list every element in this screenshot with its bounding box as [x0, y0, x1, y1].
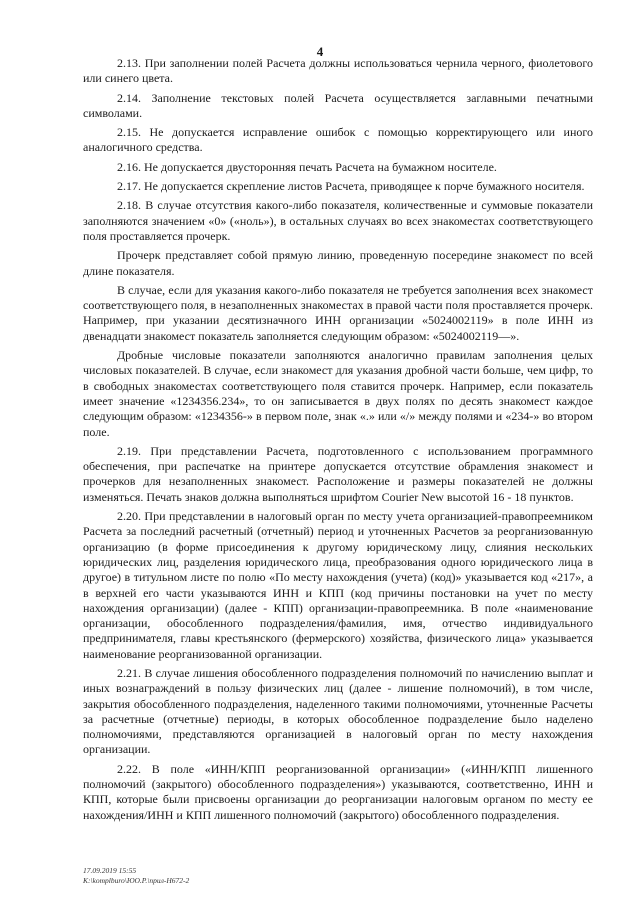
- document-body: [83, 56, 593, 827]
- paragraph-2-18: 2.18. В случае отсутствия какого-либо показателя, количественные и суммовые показатели заполняются значением «0» («ноль»), в остальных случаях во всех знакоместах соответствующего поля проставляется прочерк.: [83, 198, 593, 243]
- paragraph-2-20: 2.20. При представлении в налоговый орган по месту учета организацией-правопреемником Расчета за последний расчетный (отчетный) период и уточненных Расчетов за реорганизованную организацию (в форме присоединения к другому юридическому лицу, слияния нескольких юридических лиц, разделения юридического лица, преобразования одного юридического лица в другое) в титульном листе по полю «По месту нахождения (учета) (код)» указывается код «217», а в верхней его части указываются ИНН и КПП (код причины постановки на учет по месту нахождения организации) (далее - КПП) организации-правопреемника. В поле «наименование организации, обособленного подразделения/фамилия, имя, отчество индивидуального предпринимателя, главы крестьянского (фермерского) хозяйства, физического лица» указывается наименование реорганизованной организации.: [83, 509, 593, 661]
- paragraph-2-13: 2.13. При заполнении полей Расчета должны использоваться чернила черного, фиолетового или синего цвета.: [83, 56, 593, 86]
- footer-file-path: К:\komplburo\ЮО.P.\прил-Н672-2: [83, 876, 190, 885]
- paragraph-dash-example: В случае, если для указания какого-либо показателя не требуется заполнения всех знакомест соответствующего поля, в незаполненных знакоместах в правой части поля проставляется прочерк. Например, при указании десятизначного ИНН организации «5024002119» в поле ИНН из двенадцати знакомест показатель заполняется следующим образом: «5024002119—».: [83, 282, 593, 343]
- page-number: 4: [316, 44, 324, 59]
- paragraph-2-19: 2.19. При представлении Расчета, подготовленного с использованием программного обеспечения, при распечатке на принтере допускается отсутствие обрамления знакомест и прочерков для незаполненных знакомест. Расположение и размеры показателей не должны изменяться. Печать знаков должна выполняться шрифтом Courier New высотой 16 - 18 пунктов.: [83, 443, 593, 504]
- paragraph-2-14: 2.14. Заполнение текстовых полей Расчета осуществляется заглавными печатными символами.: [83, 90, 593, 120]
- footer-timestamp: 17.09.2019 15:55: [83, 866, 137, 875]
- paragraph-2-17: 2.17. Не допускается скрепление листов Расчета, приводящее к порче бумажного носителя.: [117, 179, 585, 194]
- paragraph-2-16: 2.16. Не допускается двусторонняя печать Расчета на бумажном носителе.: [117, 159, 497, 174]
- paragraph-2-22: 2.22. В поле «ИНН/КПП реорганизованной организации» («ИНН/КПП лишенного полномочий (закрытого) обособленного подразделения») указываются, соответственно, ИНН и КПП, которые были присвоены организации до реорганизации налоговым органом по месту ее нахождения/ИНН и КПП лишенного полномочий (закрытого) обособленного подразделения.: [83, 761, 593, 822]
- paragraph-fractional-values: Дробные числовые показатели заполняются аналогично правилам заполнения целых числовых показателей. В случае, если знакомест для указания дробной части больше, чем цифр, то в свободных знакоместах соответствующего поля ставится прочерк. Например, если показатель имеет значение «1234356.234», то он записывается в двух полях по десять знакомест каждое следующим образом: «1234356-» в первом поле, знак «.» или «/» между полями и «234-» во втором поле.: [83, 348, 593, 439]
- paragraph-dash-definition: Прочерк представляет собой прямую линию, проведенную посередине знакомест по всей длине показателя.: [83, 248, 593, 278]
- paragraph-2-15: 2.15. Не допускается исправление ошибок с помощью корректирующего или иного аналогичного средства.: [83, 125, 593, 155]
- paragraph-2-21: 2.21. В случае лишения обособленного подразделения полномочий по начислению выплат и иных вознаграждений в пользу физических лиц (далее - лишение полномочий), в том числе, закрытия обособленного подразделения, наделенного такими полномочиями, уточненные Расчеты за расчетные (отчетные) периоды, в которых обособленное подразделение было наделено полномочиями, представляются организацией в налоговый орган по месту нахождения организации.: [83, 665, 593, 757]
- footer: [83, 866, 189, 886]
